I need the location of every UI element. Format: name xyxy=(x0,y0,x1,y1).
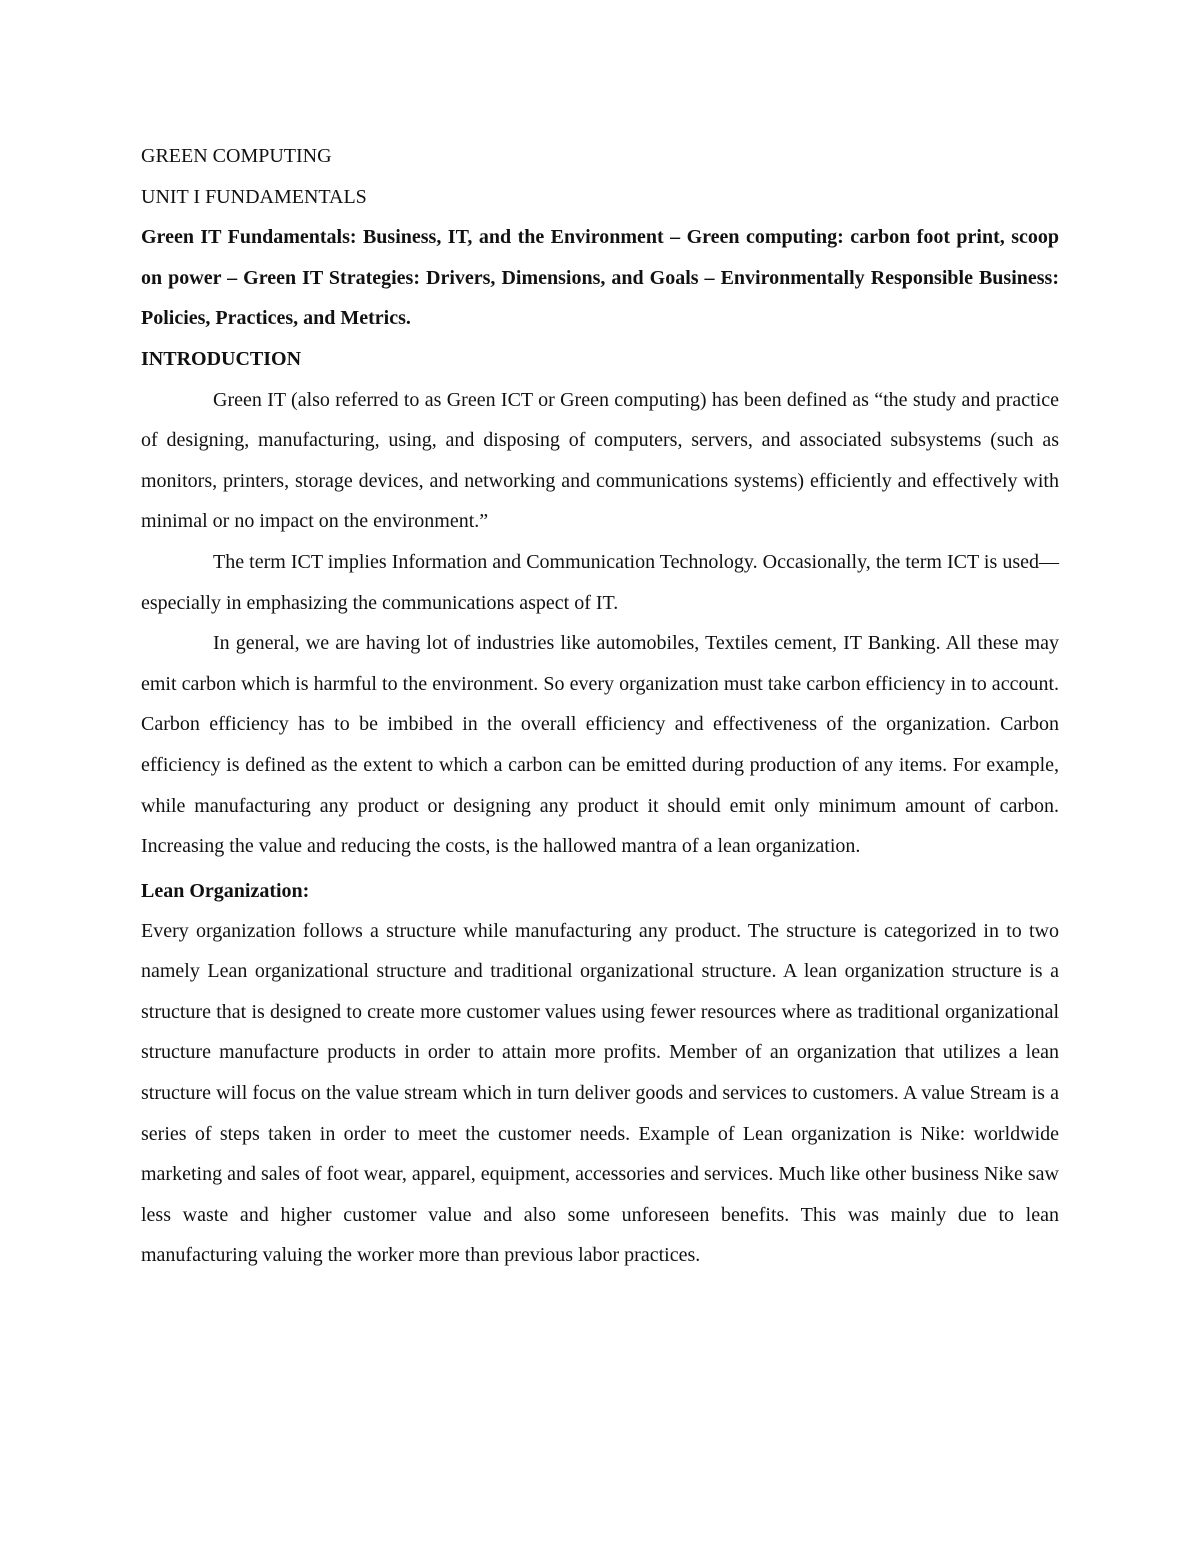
unit-title: UNIT I FUNDAMENTALS xyxy=(141,185,367,208)
intro-paragraph-1: Green IT (also referred to as Green ICT or Green computing) has been defined as “the study and practice of designing, manufacturing, using, and disposing of computers, servers, and associated subsystems (such as monitors, printers, storage devices, and networking and communications systems) efficiently and effectively with minimal or no impact on the environment.” xyxy=(141,388,1059,533)
intro-paragraph-3: In general, we are having lot of industries like automobiles, Textiles cement, IT Banking. All these may emit carbon which is harmful to the environment. So every organization must take carbon efficiency in to account. Carbon efficiency has to be imbibed in the overall efficiency and effectiveness of the organization. Carbon efficiency is defined as the extent to which a carbon can be emitted during production of any items. For example, while manufacturing any product or designing any product it should emit only minimum amount of carbon. Increasing the value and reducing the costs, is the hallowed mantra of a lean organization. xyxy=(141,632,1059,858)
lean-organization-paragraph: Every organization follows a structure while manufacturing any product. The structure is categorized in to two namely Lean organizational structure and traditional organizational structure. A lean organization structure is a structure that is designed to create more customer values using fewer resources where as traditional organizational structure manufacture products in order to attain more profits. Member of an organization that utilizes a lean structure will focus on the value stream which in turn deliver goods and services to customers. A value Stream is a series of steps taken in order to meet the customer needs. Example of Lean organization is Nike: worldwide marketing and sales of foot wear, apparel, equipment, accessories and services. Much like other business Nike saw less waste and higher customer value and also some unforeseen benefits. This was mainly due to lean manufacturing valuing the worker more than previous labor practices. xyxy=(141,919,1059,1267)
lean-organization-heading: Lean Organization: xyxy=(141,879,310,902)
document-page xyxy=(141,136,1059,1276)
introduction-heading: INTRODUCTION xyxy=(141,347,302,370)
syllabus-topics: Green IT Fundamentals: Business, IT, and the Environment – Green computing: carbon foot print, scoop on power – Green IT Strategies: Drivers, Dimensions, and Goals – Environmentally Responsible Business: Policies, Practices, and Metrics. xyxy=(141,226,1059,330)
document-title: GREEN COMPUTING xyxy=(141,145,332,167)
intro-paragraph-2: The term ICT implies Information and Communication Technology. Occasionally, the term ICT is used—especially in emphasizing the communications aspect of IT. xyxy=(141,550,1059,614)
